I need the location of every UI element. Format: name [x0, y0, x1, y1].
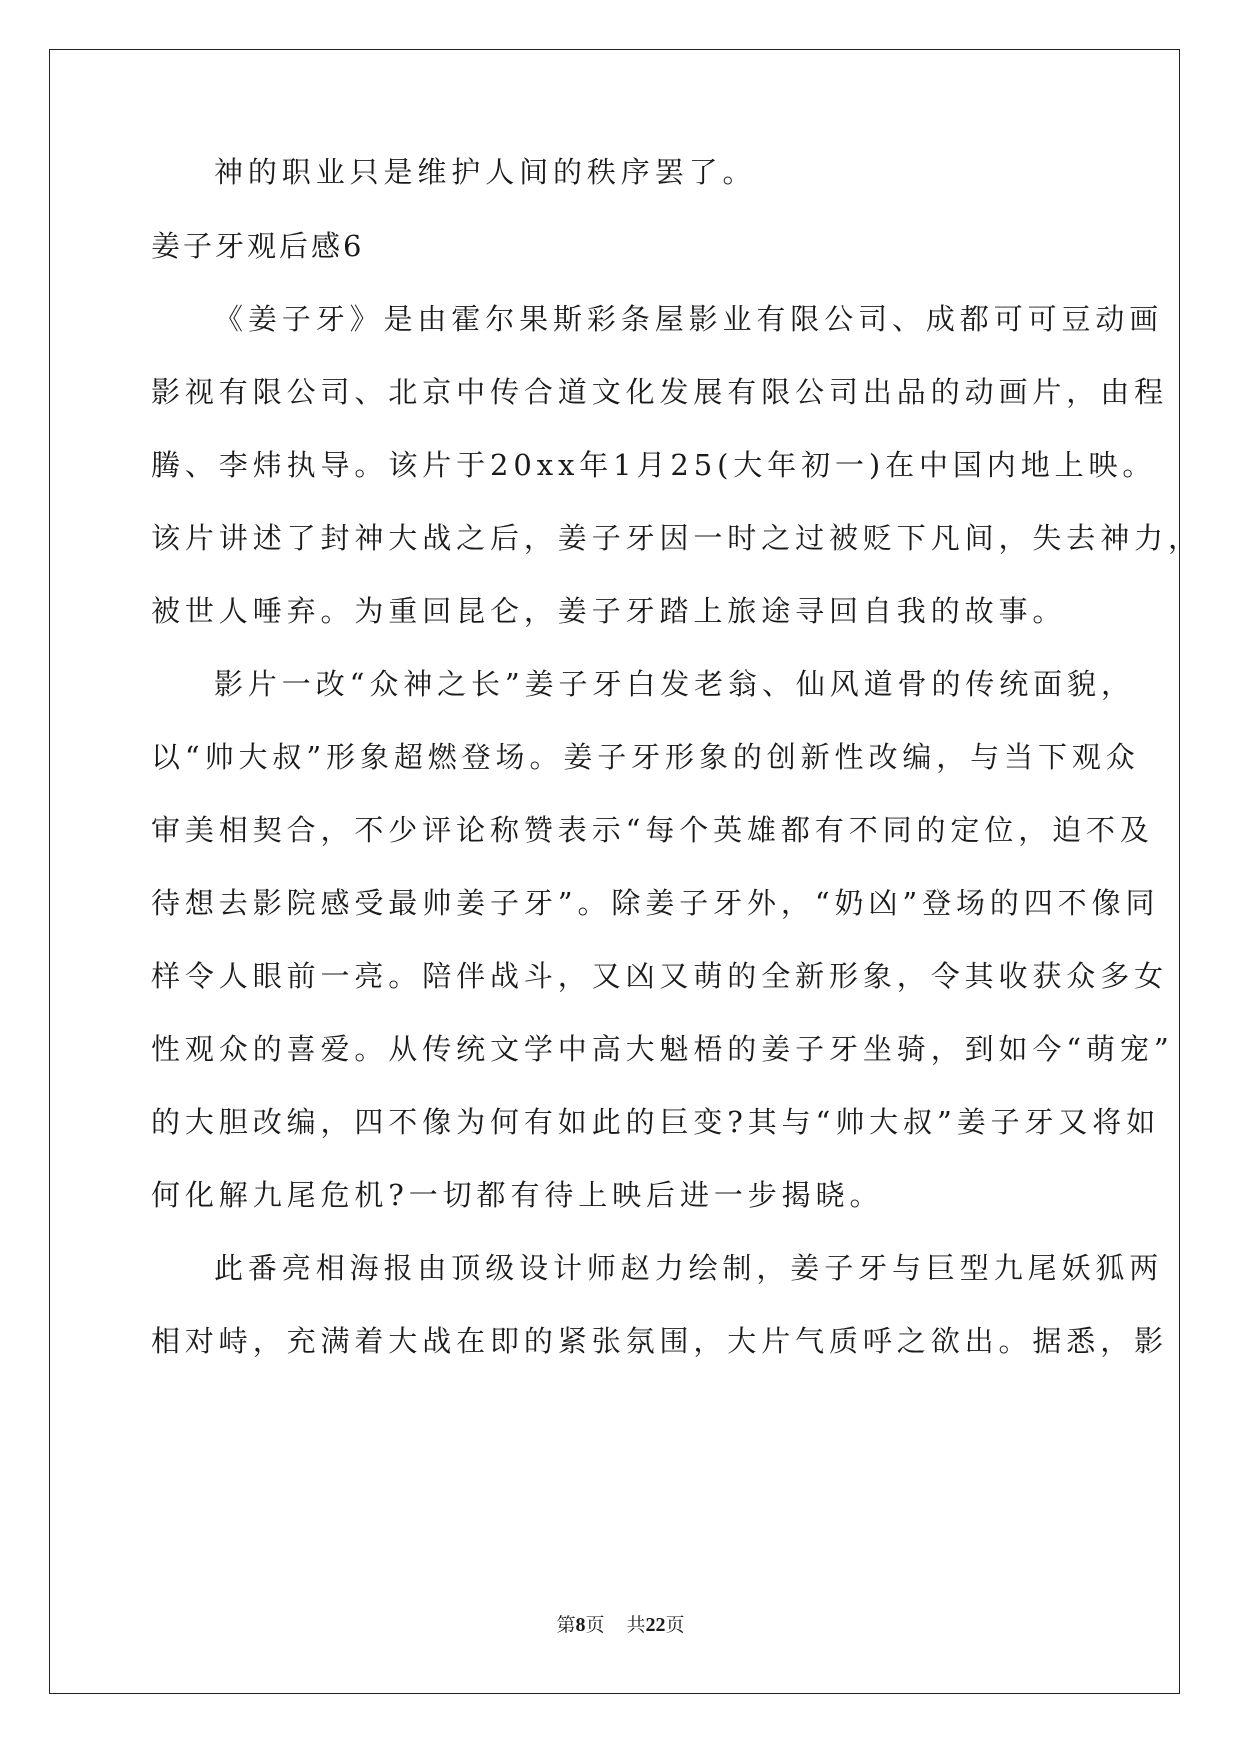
current-page-number: 8: [575, 1614, 586, 1636]
text-line: 影视有限公司、北京中传合道文化发展有限公司出品的动画片，由程: [151, 375, 1169, 409]
section-heading: 姜子牙观后感6: [151, 229, 365, 263]
text-line: 样令人眼前一亮。陪伴战斗，又凶又萌的全新形象，令其收获众多女: [151, 959, 1169, 993]
text-line: 《姜子牙》是由霍尔果斯彩条屋影业有限公司、成都可可豆动画: [214, 302, 1164, 336]
text-line: 相对峙，充满着大战在即的紧张氛围，大片气质呼之欲出。据悉，影: [151, 1324, 1169, 1358]
text-line: 该片讲述了封神大战之后，姜子牙因一时之过被贬下凡间，失去神力，: [151, 521, 1202, 555]
text-line: 神的职业只是维护人间的秩序罢了。: [214, 155, 757, 189]
footer-total-prefix: 共: [626, 1614, 646, 1636]
page-border: [49, 49, 1180, 1694]
text-line: 审美相契合，不少评论称赞表示“每个英雄都有不同的定位，迫不及: [151, 813, 1154, 847]
text-line: 被世人唾弃。为重回昆仑，姜子牙踏上旅途寻回自我的故事。: [151, 594, 1067, 628]
text-line: 性观众的喜爱。从传统文学中高大魁梧的姜子牙坐骑，到如今“萌宠”: [151, 1032, 1174, 1066]
text-line: 以“帅大叔”形象超燃登场。姜子牙形象的创新性改编，与当下观众: [151, 740, 1140, 774]
footer-page-suffix: 页: [585, 1614, 605, 1636]
page-footer: [0, 1613, 1241, 1637]
text-line: 影片一改“众神之长”姜子牙白发老翁、仙风道骨的传统面貌，: [214, 667, 1135, 701]
footer-prefix: 第: [556, 1614, 576, 1636]
text-line: 何化解九尾危机?一切都有待上映后进一步揭晓。: [151, 1178, 884, 1212]
text-line: 待想去影院感受最帅姜子牙”。除姜子牙外，“奶凶”登场的四不像同: [151, 886, 1160, 920]
total-pages-number: 22: [645, 1614, 666, 1636]
text-line: 腾、李炜执导。该片于20xx年1月25(大年初一)在中国内地上映。: [151, 448, 1157, 482]
text-line: 此番亮相海报由顶级设计师赵力绘制，姜子牙与巨型九尾妖狐两: [214, 1251, 1164, 1285]
text-line: 的大胆改编，四不像为何有如此的巨变?其与“帅大叔”姜子牙又将如: [151, 1105, 1161, 1139]
footer-total-suffix: 页: [665, 1614, 685, 1636]
